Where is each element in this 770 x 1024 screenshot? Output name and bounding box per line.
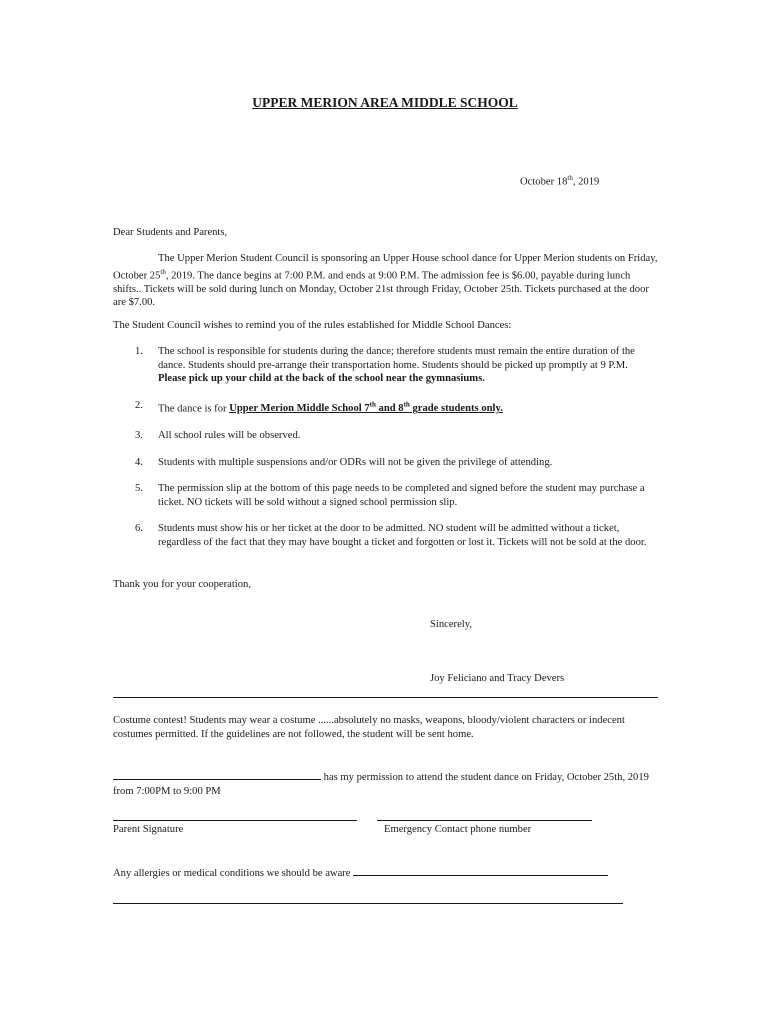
signers: Joy Feliciano and Tracy Devers bbox=[430, 673, 565, 684]
student-name-field[interactable] bbox=[113, 768, 321, 780]
pickup-notice: Please pick up your child at the back of the school near the gymnasiums. bbox=[158, 373, 485, 385]
rules-list bbox=[113, 345, 658, 549]
rule-item: 2. The dance is for Upper Merion Middle School 7th and 8th grade students only. bbox=[135, 399, 503, 415]
intro-paragraph: The Upper Merion Student Council is sponsoring an Upper House school dance for Upper Merion students on Friday, October 25th, 2019. The dance begins at 7:00 P.M. and ends at 9:00 P.M. The admission fee is $6.00, payable during lunch shifts.. Tickets will be sold during lunch on Monday, October 21st through Friday, October 25th. Tickets purchased at the door are $7.00. bbox=[113, 253, 658, 309]
rules-intro: The Student Council wishes to remind you of the rules established for Middle School Dances: bbox=[113, 320, 512, 331]
permission-statement: has my permission to attend the student dance on Friday, October 25th, 2019 from 7:00PM to 9:00 PM bbox=[113, 768, 658, 798]
emergency-contact-label: Emergency Contact phone number bbox=[384, 824, 532, 835]
eligibility-notice: Upper Merion Middle School 7th and 8th grade students only. bbox=[229, 400, 503, 415]
letter-date: October 18th, 2019 bbox=[520, 174, 600, 188]
allergies-field[interactable] bbox=[353, 864, 608, 876]
closing: Thank you for your cooperation, bbox=[113, 579, 251, 590]
rule-item: 3. All school rules will be observed. bbox=[135, 429, 301, 441]
cut-line bbox=[113, 697, 658, 698]
emergency-contact-field[interactable] bbox=[377, 820, 592, 821]
school-title: UPPER MERION AREA MIDDLE SCHOOL bbox=[252, 95, 518, 110]
sign-off: Sincerely, bbox=[430, 619, 472, 630]
parent-signature-label: Parent Signature bbox=[113, 824, 184, 835]
allergies-field-continued[interactable] bbox=[113, 903, 623, 904]
rule-item: 5. The permission slip at the bottom of this page needs to be completed and signed before the student may purchase a ticket. NO tickets will be sold without a signed school permission slip. bbox=[135, 483, 645, 508]
rule-item: 6. Students must show his or her ticket at the door to be admitted. NO student will be admitted without a ticket, regardless of the fact that they may have bought a ticket and forgotten or lost it. Tickets will not be sold at the door. bbox=[135, 523, 647, 548]
costume-note: Costume contest! Students may wear a costume ......absolutely no masks, weapons, bloody/violent characters or indecent costumes permitted. If the guidelines are not followed, the student will be sent home. bbox=[113, 715, 625, 740]
salutation: Dear Students and Parents, bbox=[113, 227, 228, 238]
rule-item: 4. Students with multiple suspensions and/or ODRs will not be given the privilege of attending. bbox=[135, 456, 553, 468]
parent-signature-field[interactable] bbox=[113, 820, 357, 821]
allergies-line: Any allergies or medical conditions we should be aware bbox=[113, 864, 608, 881]
rule-item: 1. The school is responsible for students during the dance; therefore students must remain the entire duration of the dance. Students should pre-arrange their transportation home. Students should be picked up promptly at 9 P.M. Please pick up your child at the back of the school near the gymnasiums. bbox=[135, 346, 635, 385]
